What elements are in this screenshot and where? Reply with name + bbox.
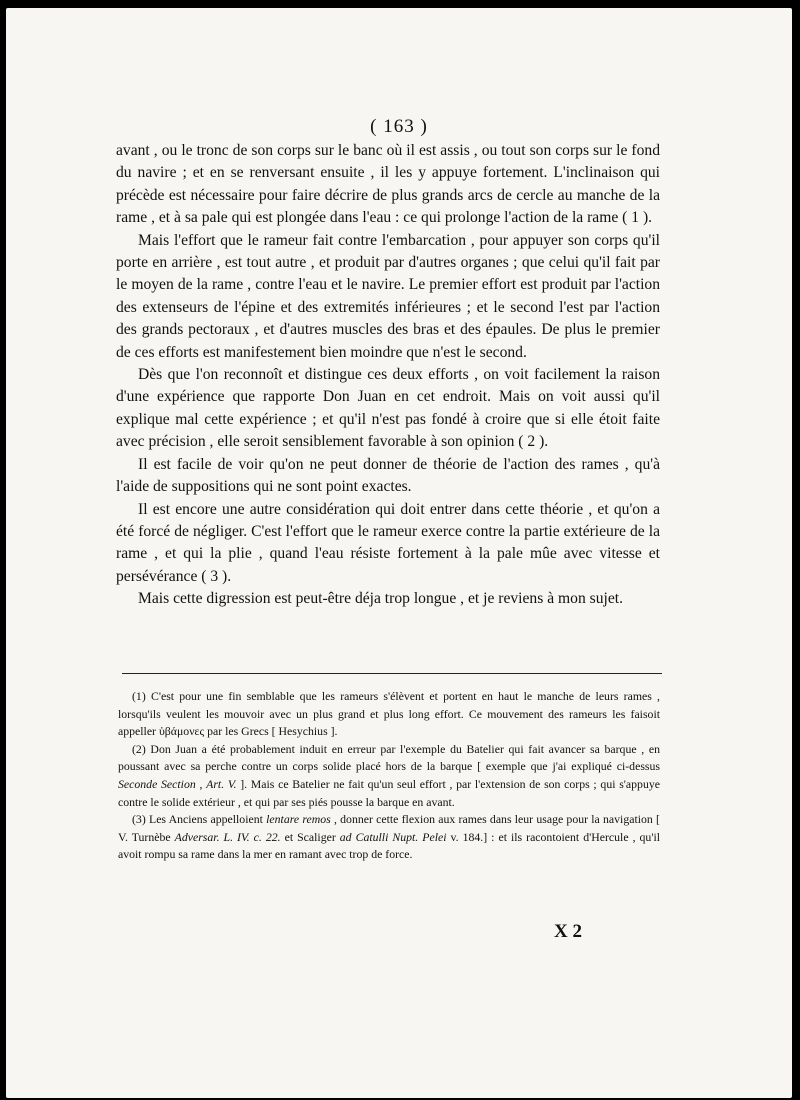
citation: ad Catulli Nupt. Pelei [339,829,447,844]
footnote-text: (1) C'est pour une fin semblable que les rameurs s'élèvent et portent en haut le manche de leurs rames , lorsqu'ils veulent les mouvoir avec un plus grand et plus long effort. Ce mouvement des rameurs les faisoit appeller [118,689,660,739]
citation: Seconde Section [118,776,196,791]
citation: Adversar. L. IV. c. 22. [174,829,281,844]
citation: lentare remos [266,812,331,827]
citation: Art. V. [206,776,237,791]
paragraph: Dès que l'on reconnoît et distingue ces deux efforts , on voit facilement la raison d'une expérience que rapporte Don Juan en cet endroit. Mais on voit aussi qu'il explique mal cette expérience ; et qu'il n'est pas fondé à croire que si elle étoit faite avec précision , elle seroit sensiblement favorable à son opinion ( 2 ). [116,366,660,451]
footnote-1 [118,688,660,741]
paragraph: Mais l'effort que le rameur fait contre l'embarcation , pour appuyer son corps qu'il porte en arrière , est tout autre , et produit par d'autres organes ; que celui qu'il fait par le moyen de la rame , contre l'eau et le navire. Le premier effort est produit par l'action des extenseurs de l'épine et des extremités inférieures ; et le second l'est par l'action des grands pectoraux , et d'autres muscles des bras et des épaules. De plus le premier de ces efforts est manifestement bien moindre que n'est le second. [116,231,660,361]
footnote-text: v. 184.] : et ils racontoient d'Hercule , qu'il avoit rompu sa rame dans la mer en ramant avec trop de force. [118,829,661,862]
paragraph: Mais cette digression est peut-être déja trop longue , et je reviens à mon sujet. [138,590,623,608]
footnote-2 [118,741,660,811]
footnote-text: et Scaliger [280,829,340,844]
scanned-page [6,8,792,1098]
paragraph: avant , ou le tronc de son corps sur le banc où il est assis , ou tout son corps sur le fond du navire ; et en se renversant ensuite , il les y appuye fortement. L'inclinaison qui précède est nécessaire pour faire décrire de plus grands arcs de cercle au manche de la rame , et à sa pale qui est plongée dans l'eau : ce qui prolonge l'action de la rame ( 1 ). [116,142,660,227]
footnote-text: ]. Mais ce Batelier ne fait qu'un seul effort , par l'extension de son corps ; qui s'appuye contre le solide extérieur , et qui par ses piés pousse la barque en avant. [118,776,660,809]
footnote-divider [122,673,662,674]
footnote-text: par les Grecs [ Hesychius ]. [204,724,338,739]
footnote-text: (3) Les Anciens appelloient [132,812,267,827]
footnote-text: , [195,776,207,791]
footnote-text: , donner cette flexion aux rames dans leur usage pour la navigation [ V. Turnèbe [118,812,660,844]
page-number: ( 163 ) [370,116,428,137]
signature-mark: X 2 [554,921,582,942]
footnote-3 [118,811,660,864]
paragraph: Il est facile de voir qu'on ne peut donner de théorie de l'action des rames , qu'à l'aide de suppositions qui ne sont point exactes. [116,455,660,496]
footnote-text: (2) Don Juan a été probablement induit en erreur par l'exemple du Batelier qui fait avancer sa barque , en poussant avec sa perche contre un corps solide placé hors de la barque [ exemple que j'ai expliqué ci-dessus [118,741,660,774]
paragraph: Il est encore une autre considération qui doit entrer dans cette théorie , et qu'on a été forcé de négliger. C'est l'effort que le rameur exerce contre la partie extérieure de la rame , et qui la plie , quand l'eau résiste fortement à la pale mûe avec vitesse et persévérance ( 3 ). [116,500,660,585]
greek-word: ὑβάμονες [158,724,205,739]
main-text [116,140,660,611]
footnotes [118,688,660,864]
